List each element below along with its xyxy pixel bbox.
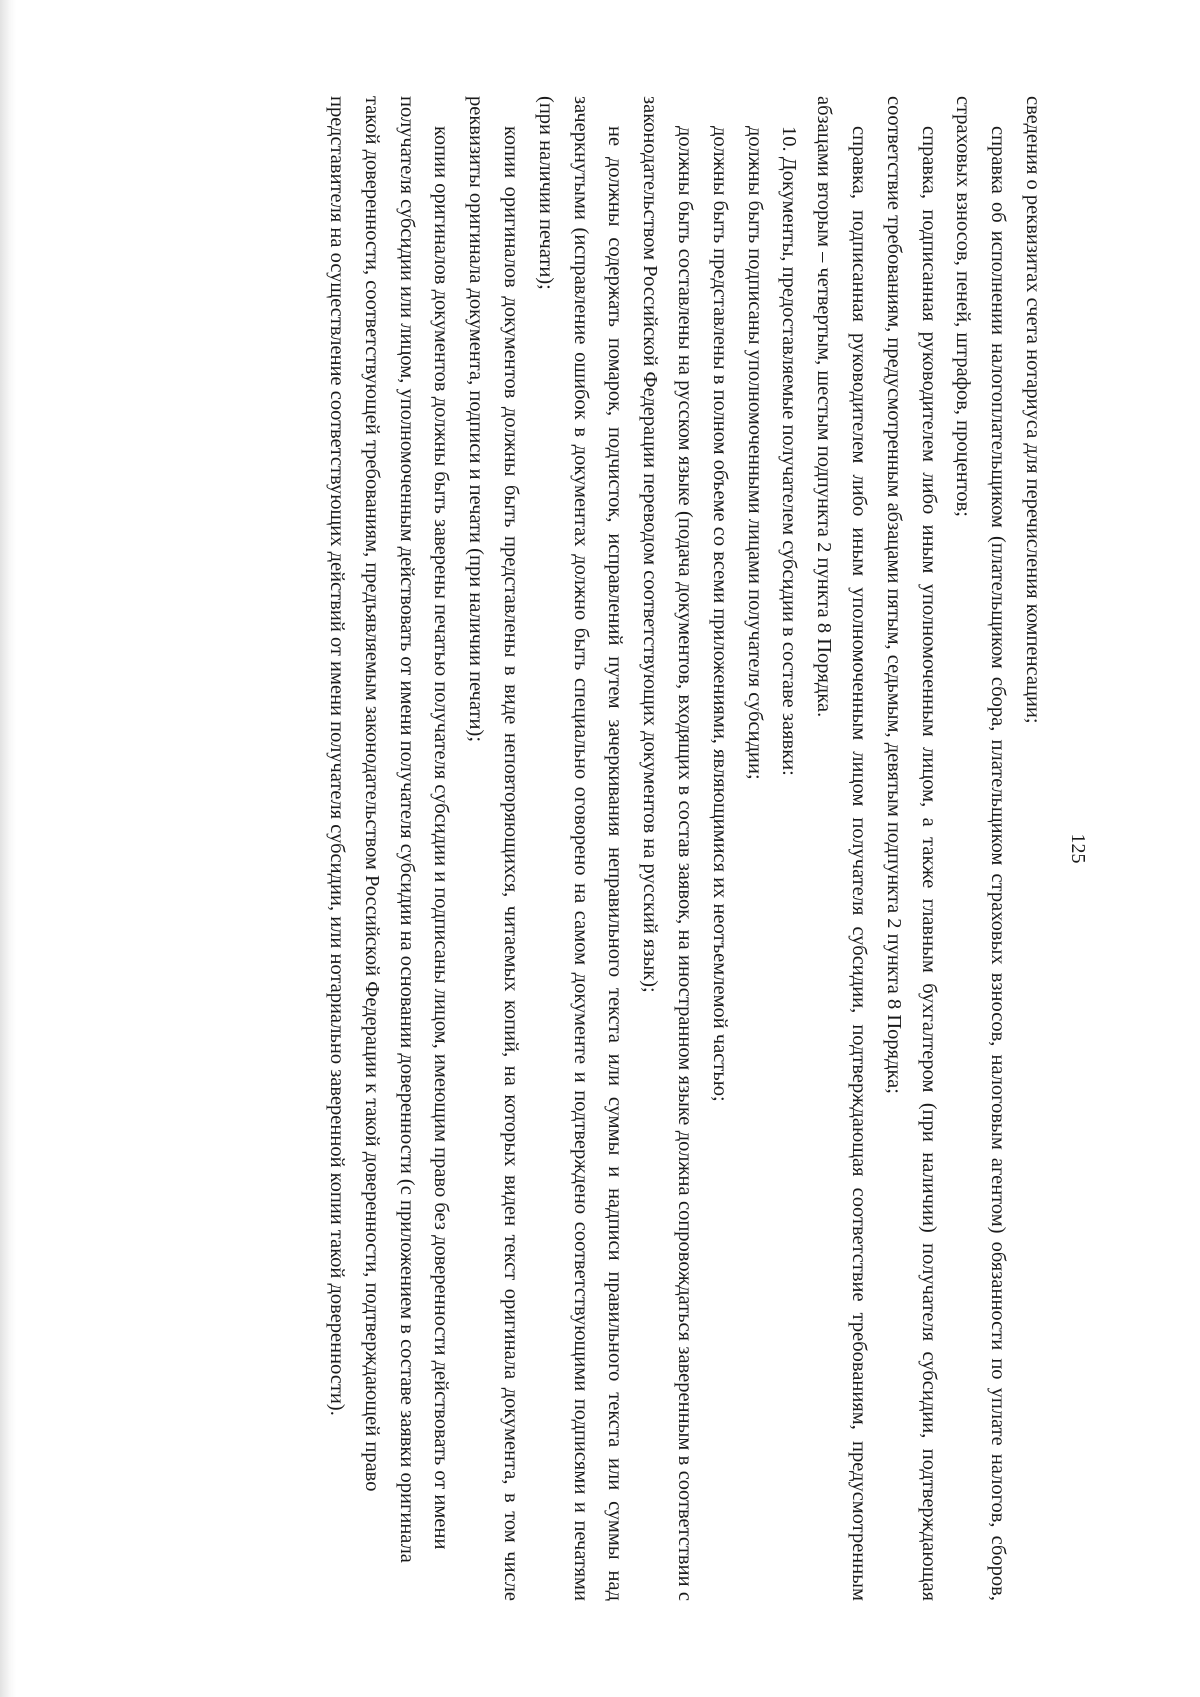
paragraph-notary-requisites: сведения о реквизитах счета нотариуса для перечисления компенсации; — [1022, 96, 1044, 724]
paragraph-full-volume: должны быть представлены в полном объеме со всеми приложениями, являющимися их неотъемлемой частью; — [708, 126, 731, 1102]
document-body — [319, 96, 1050, 1601]
paragraph-tax-certificate: справка об исполнении налогоплательщиком (плательщиком сбора, плательщиком страховых взносов, налоговым агентом) обязанности по уплате налогов, сборов, страховых взносов, пеней, штрафов, процентов; — [952, 96, 1010, 1601]
paragraph-section-10: 10. Документы, предоставляемые получателем субсидии в составе заявки: — [778, 126, 801, 776]
rotated-page — [0, 96, 1097, 1601]
paragraph-copies-certified: копии оригиналов документов должны быть заверены печатью получателя субсидии и подписаны лицом, имеющим право без доверенности действовать от имени получателя субсидии или лицом, уполномоченным действовать от имени получателя субсидии на основании доверенности (с приложением в составе заявки оригинала такой доверенности, соответствующей требованиям, предъявляемым законодательством Российской Федерации к такой доверенности, подтверждающей право представителя на осуществление соответствующих действий от имени получателя субсидии, или нотариально заверенной копии такой доверенности). — [326, 96, 453, 1563]
page-number: 125 — [1067, 833, 1089, 864]
paragraph-signed: должны быть подписаны уполномоченными лицами получателя субсидии; — [743, 126, 766, 780]
paragraph-certificate-accountant: справка, подписанная руководителем либо иным уполномоченным лицом, а также главным бухгалтером (при наличии) получателя субсидии, подтверждающая соответствие требованиям, предусмотренным абзацами пятым, седьмым, девятым подпункта 2 пункта 8 Порядка; — [882, 96, 940, 1601]
paragraph-russian-language: должны быть составлены на русском языке (подача документов, входящих в состав заявок, на иностранном языке должна сопровождаться заверенным в соответствии с законодательством Российской Федерации переводом соответствующих документов на русский язык); — [639, 96, 697, 1601]
paragraph-no-corrections: не должны содержать помарок, подчисток, исправлений путем зачеркивания неправильного текста или суммы и надписи правильного текста или суммы над зачеркнутыми (исправление ошибок в документах должно быть специально оговорено на самом документе и подтверждено соответствующими подписями и печатями (при наличии печати); — [534, 96, 627, 1601]
paragraph-copies-readable: копии оригиналов документов должны быть представлены в виде неповторяющихся, читаемых копий, на которых виден текст оригинала документа, в том числе реквизиты оригинала документа, подписи и печати (при наличии печати); — [465, 96, 523, 1601]
paragraph-certificate-requirements: справка, подписанная руководителем либо иным уполномоченным лицом получателя субсидии, подтверждающая соответствие требованиям, предусмотренным абзацами вторым – четвертым, шестым подпункта 2 пункта 8 Порядка. — [813, 96, 871, 1601]
